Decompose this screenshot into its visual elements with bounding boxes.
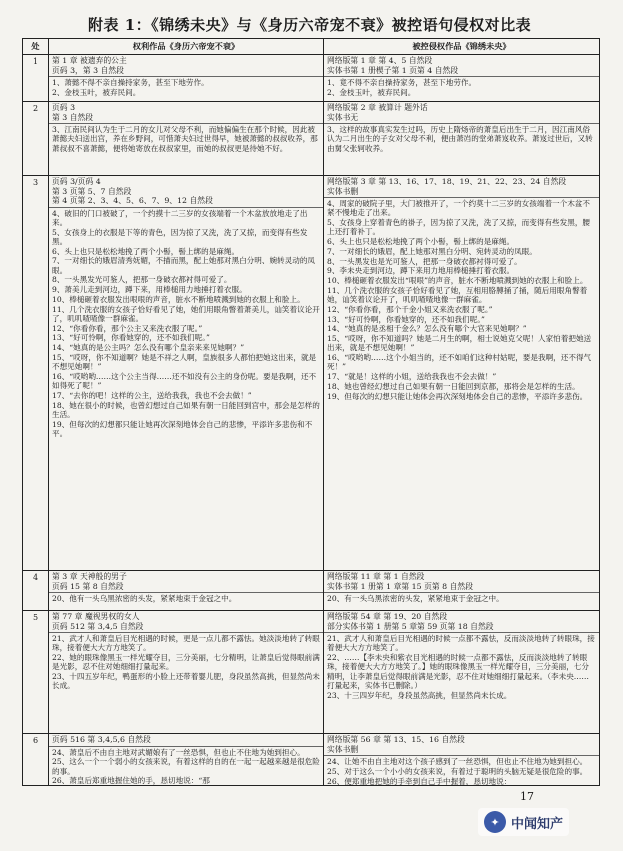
source-reference [324, 177, 599, 198]
reference-line: 页码 3/页码 4 [52, 177, 101, 186]
source-reference [49, 103, 323, 124]
original-work-cell [49, 102, 324, 176]
quoted-sentence: 8、一头黑发光可鉴人，把那一身破衣都衬得可爱了。 [52, 275, 232, 285]
original-work-cell [49, 176, 324, 571]
original-work-cell [49, 734, 324, 786]
row-number: 3 [23, 176, 49, 571]
quoted-sentence: 4、周家的破院子里，大门被推开了，一个约莫十二三岁的女孩端着一个木盆不紧不慢地走了出来。 [327, 199, 591, 218]
accused-work-cell [324, 102, 599, 176]
source-reference [49, 177, 323, 208]
document-title: 附表 1：《锦绣未央》与《身历六帝宠不衰》被控语句侵权对比表 [88, 16, 532, 34]
accused-work-cell [324, 571, 599, 611]
quoted-sentence: 1、萧懿不得不亲自操持家务，甚至下地劳作。 [52, 78, 209, 87]
quoted-sentence: 13、“好可怜啊，你看她穿的，还不如我们呢。” [52, 333, 210, 343]
quoted-sentence: 24、萧皇后不由自主地对武媚娘有了一丝恐惧，但也止不住地为她到担心。 [52, 747, 305, 757]
quoted-sentence: 5、女孩身上的衣服是下等的青色，因为掠了又洗，洗了又掠，而变得有些发黑。 [52, 227, 308, 246]
quoted-sentence: 10、棒槌砸着衣服发出“哏哏”的声音，脏水不断地喷溅到她的衣服上和脸上。 [327, 276, 588, 285]
quoted-sentence: 22、她的眼珠像黑玉一样光耀夺目，三分美丽，七分精明，让萧皇后觉得眼前满是光影，忍不住对她细细打量起来。 [52, 653, 320, 672]
quoted-sentence: 20、他有一头乌黑浓密的头发，紧紧地束于金冠之中。 [52, 594, 237, 603]
quoted-sentence: 15、“哎呀，你不知道啊？她是不祥之人啊，皇族很多人都怕把她这出来，就是不想见她啊！” [52, 352, 317, 371]
wechat-logo-icon: ✦ [484, 811, 506, 833]
quoted-sentence: 25、这么一个一个弱小的女孩来说，有着这样的自的在一起一起越来越是很危险的事。 [52, 757, 320, 776]
source-reference [49, 572, 323, 593]
reference-line: 网络版第 11 章 第 1 自然段 [327, 572, 425, 581]
quoted-sentence: 26、便郑重地把她的手牵到自己手中握着，恳切地说： [327, 776, 512, 786]
source-reference [324, 56, 599, 77]
row-number: 2 [23, 102, 49, 176]
source-reference [49, 56, 323, 77]
reference-line: 第 3 页第 5、7 自然段 [52, 186, 132, 196]
source-reference [324, 612, 599, 633]
quoted-sentence: 2、金枝玉叶，被弃民间。 [52, 87, 141, 97]
reference-line: 部分实体书第 1 册第 5 章第 59 页第 18 自然段 [327, 621, 494, 631]
reference-line: 页码 15 第 8 自然段 [52, 581, 124, 591]
header-index: 处 [23, 39, 49, 55]
reference-line: 实体书删 [327, 186, 359, 196]
reference-line: 实体书删 [327, 744, 359, 754]
reference-line: 网络版第 1 章 第 4、5 自然段 [327, 56, 433, 65]
quoted-sentence: 6、头上也只是松松地挽了两个小髻，髻上绑的是麻绳。 [327, 237, 515, 246]
quoted-sentence: 6、头上也只是松松地挽了两个小髻，髻上绑的是麻绳。 [52, 246, 240, 256]
watermark [478, 808, 569, 836]
quoted-sentence: 10、棒槌砸着衣服发出哏哏的声音，脏水不断地喷溅到她的衣服上和脸上。 [52, 294, 305, 304]
quoted-sentence: 21、武才人和萧皇后目光相遇的时候，更是一点儿都不露怯。她淡淡地转了转眼珠，接着便大大方方地笑了。 [52, 634, 320, 653]
quoted-sentence: 9、李未央走到河边，蹲下来用力地用棒槌捶打着衣服。 [327, 266, 515, 276]
quoted-sentence: 12、“你看你看，那个千金小姐又来洗衣服了呢。” [327, 304, 493, 314]
quoted-sentence: 20、有一头乌黑浓密的头发，紧紧地束于金冠之中。 [327, 594, 504, 603]
quoted-sentence: 11、几个洗衣服的女孩子恰好看见了她，互相用胳膊捅了捅，随后用眼角瞥着她，讪笑着议论开了，叽叽喳喳地像一群麻雀。 [327, 285, 588, 304]
original-work-cell [49, 611, 324, 734]
reference-line: 第 1 章 被遗弃的公主 [52, 56, 127, 65]
row-number: 6 [23, 734, 49, 786]
quoted-sentence: 16、“哎哟哟……这个小姐当的，还不如咱们这种村姑呢，要是我啊，还不得气死！” [327, 353, 592, 372]
reference-line: 网络版第 54 章 第 19、20 自然段 [327, 612, 448, 621]
quoted-sentence: 14、“她真的是公主吗？怎么没有哪个皇亲来来见她啊？” [52, 343, 245, 352]
reference-line: 页码 3，第 3 自然段 [52, 65, 124, 75]
reference-line: 第 3 章 天神般的男子 [52, 572, 127, 581]
accused-work-cell [324, 176, 599, 571]
quoted-sentence: 12、“你看你看，那个公主又来洗衣服了呢。” [52, 323, 203, 333]
source-reference [324, 103, 599, 124]
quoted-sentence: 11、几个洗衣服的女孩子恰好看见了她，她们用眼角瞥着萧美儿，讪笑着议论开了，叽叽喳喳像一群麻雀。 [52, 304, 320, 323]
quoted-sentence: 22、……【李未央和紫衣目光相遇的时候一点都不露怯，反而淡淡地转了转眼珠，接着便大大方方地笑了。】她的眼珠像黑玉一样光耀夺目，三分美丽，七分精明，让李萧皇后觉得眼前满是光影，忍不住对她细细打量起来。（李未央……打量起来，实体书已删除。） [327, 653, 589, 690]
reference-line: 网络版第 3 章 第 13、16、17、18、19、21、22、23、24 自然段 [327, 177, 567, 186]
source-reference [49, 612, 323, 633]
quoted-sentence: 13、“好可怜啊，你看她穿的，还不如我们呢。” [327, 314, 485, 324]
quoted-sentence: 4、破旧的门口被破了，一个约摸十二三岁的女孩端着一个木盆放放地走了出来。 [52, 208, 308, 227]
comparison-table [22, 38, 600, 786]
reference-line: 页码 3 [52, 103, 76, 112]
quoted-sentence: 23、十三四岁年纪，身段虽然高挑，但显然尚未长成。 [327, 690, 512, 700]
quoted-sentence: 3、江南民间认为生于二月的女儿对父母不利，而她偏偏生在那个时候，因此被萧懿夫妇送出宫，养在乡野间，可惜萧夫妇过世得早，她被萧懿的叔叔收养，那萧叔叔不喜萧懿，便将她寄放在叔叔家里，而她的叔叔更是待她不好。 [52, 125, 318, 153]
reference-line: 第 77 章 魔视男权的女人 [52, 612, 140, 621]
reference-line: 实体书第 1 册楔子第 1 页第 4 自然段 [327, 65, 459, 75]
page-number: 17 [520, 790, 534, 803]
quoted-sentence: 1、竟不得不亲自操持家务，甚至下地劳作。 [327, 78, 477, 87]
watermark-text: 中闻知产 [511, 816, 564, 832]
quoted-sentence: 17、“去你的吧！这样的公主，送给我我，我也不会去做！” [52, 390, 252, 400]
quoted-sentence: 26、萧皇后郑重地握住她的手，恳切地说：“那 [52, 776, 210, 786]
quoted-sentence: 2、金枝玉叶，被弃民间。 [327, 87, 416, 97]
quoted-sentence: 21、武才人和萧皇后目光相遇的时候一点都不露怯，反而淡淡地转了转眼珠，接着便大大方方地笑了。 [327, 634, 595, 653]
quoted-sentence: 3、这样的故事真实发生过吗，历史上隋炀帝的萧皇后出生于二月，因江南风俗认为二月出生的子女对父母不利，便由萧岿的堂弟萧岌收养。萧岌过世后，又转由舅父张轲收养。 [327, 125, 593, 153]
accused-work-cell [324, 55, 599, 102]
quoted-sentence: 16、“哎哟哟……这个公主当得……还不如没有公主的身份呢。要是我啊，还不如得死了呢！” [52, 371, 317, 390]
quoted-sentence: 19、但每次的幻想都只能让她再次深刻地体会自己的悲惨，平添许多悲伤和不平。 [52, 419, 313, 438]
quoted-sentence: 24、让她不由自主地对这个孩子感到了一丝恐惧，但也止不住地为她到担心。 [327, 757, 588, 766]
reference-line: 实体书第 1 册第 1 章第 15 页第 8 自然段 [327, 581, 473, 591]
quoted-sentence: 14、“她真的是丞相千金么？怎么没有哪个大官来见她啊？” [327, 324, 527, 334]
row-number: 4 [23, 571, 49, 611]
reference-line: 页码 516 第 3,4,5,6 自然段 [52, 735, 151, 744]
quoted-sentence: 7、一对细长的娥眉，配上她那对黑白分明、宛转灵动的凤眼。 [327, 246, 537, 256]
quoted-sentence: 23、十四五岁年纪，鸭蛋形的小脸上还带着婴儿肥，身段虽然高挑，但显然尚未长成。 [52, 672, 320, 691]
header-accused-work: 被控侵权作品《锦绣未央》 [324, 39, 599, 55]
row-number: 1 [23, 55, 49, 102]
header-original-work: 权利作品《身历六帝宠不衰》 [49, 39, 324, 55]
quoted-sentence: 5、女孩身上穿着青色的褂子，因为掠了又洗，洗了又掠，而变得有些发黑，腰上还打着补丁。 [327, 218, 591, 237]
reference-line: 页码 512 第 3,4,5 自然段 [52, 621, 144, 631]
row-number: 5 [23, 611, 49, 734]
reference-line: 实体书无 [327, 112, 359, 122]
quoted-sentence: 18、她在很小的时候，也曾幻想过自己如果有朝一日能回到宫中，那会是怎样的生活。 [52, 400, 320, 419]
reference-line: 第 4 页第 2、3、4、5、6、7、9、12 自然段 [52, 196, 213, 205]
quoted-sentence: 15、“哎呀，你不知道吗？她是二月生的啊，相士说她克父呢！人家怕着把她送出来，就是不想见她啊！” [327, 334, 592, 353]
original-work-cell [49, 571, 324, 611]
quoted-sentence: 8、一头黑发也是光可鉴人，把那一身破衣都衬得可爱了。 [327, 256, 522, 266]
quoted-sentence: 7、一对细长的娥眉清秀妩媚，不描而黑，配上她那对黑白分明、婉转灵动的凤眼。 [52, 256, 316, 275]
quoted-sentence: 17、“就是！这样的小姐，送给我我也不会去做！” [327, 372, 497, 381]
quoted-sentence: 9、萧美儿走到河边，蹲下来，用棒槌用力地捶打着衣服。 [52, 285, 247, 294]
quoted-sentence: 25、对于这么一个小小的女孩来说，有着过于聪明的头脑无疑是很危险的事。 [327, 766, 588, 776]
accused-work-cell [324, 611, 599, 734]
accused-work-cell [324, 734, 599, 786]
reference-line: 第 3 自然段 [52, 112, 94, 122]
quoted-sentence: 18、她也曾经幻想过自己如果有朝一日能回到京都，那将会是怎样的生活。 [327, 381, 580, 391]
quoted-sentence: 19、但每次的幻想只能让她体会再次深刻地体会自己的悲惨，平添许多悲伤。 [327, 391, 588, 401]
source-reference [324, 572, 599, 593]
original-work-cell [49, 55, 324, 102]
source-reference [49, 735, 323, 747]
reference-line: 网络版第 2 章 被算计 题外话 [327, 103, 428, 112]
source-reference [324, 735, 599, 756]
reference-line: 网络版第 56 章 第 13、15、16 自然段 [327, 735, 465, 744]
